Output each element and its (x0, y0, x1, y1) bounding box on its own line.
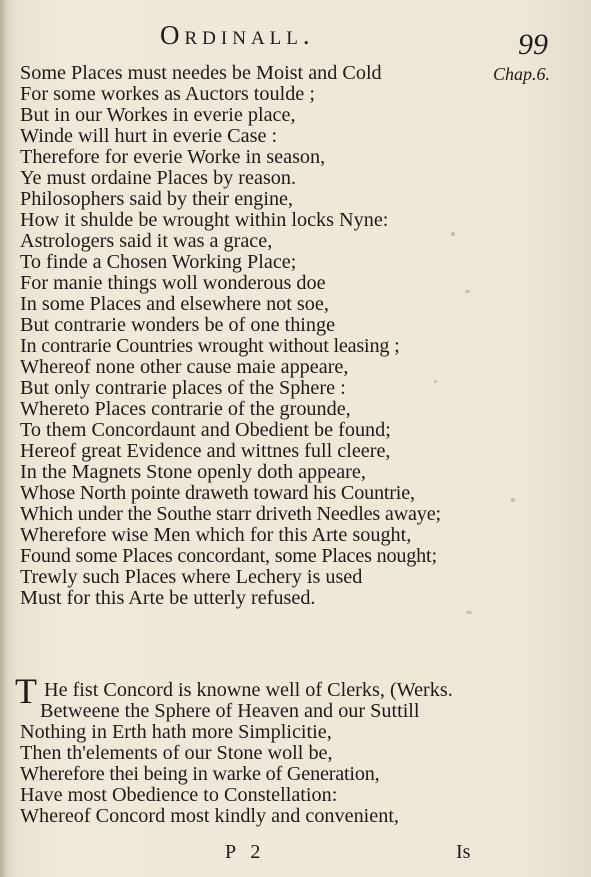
verse-line: Trewly such Places where Lechery is used (20, 566, 363, 588)
verse-line: Wherefore thei being in warke of Generation, (20, 763, 380, 785)
verse-line: For some workes as Auctors toulde ; (20, 83, 315, 105)
verse-line: Found some Places concordant, some Places nought; (20, 545, 437, 567)
verse-line: Astrologers said it was a grace, (20, 230, 273, 252)
verse-line: Winde will hurt in everie Case : (20, 125, 278, 147)
paper-speck (466, 611, 472, 614)
paper-speck (434, 380, 437, 383)
paper-speck (465, 290, 470, 293)
running-title: Ordinall. (160, 20, 315, 50)
verse-line: Whose North pointe draweth toward his Countrie, (20, 482, 415, 504)
catchword: Is (456, 841, 471, 863)
verse-line: Must for this Arte be utterly refused. (20, 587, 316, 609)
drop-cap: T (15, 671, 37, 711)
verse-line: Whereof none other cause maie appeare, (20, 356, 349, 378)
verse-line: Then th'elements of our Stone woll be, (20, 742, 333, 764)
verse-line: In contrarie Countries wrought without leasing ; (20, 335, 400, 357)
verse-line: Whereto Places contrarie of the grounde, (20, 398, 351, 420)
verse-line: Wherefore wise Men which for this Arte sought, (20, 524, 412, 546)
verse-line: For manie things woll wonderous doe (20, 272, 326, 294)
verse-line: In the Magnets Stone openly doth appeare, (20, 461, 366, 483)
signature-mark: P 2 (225, 841, 266, 863)
chapter-marginal-note: Chap.6. (493, 64, 551, 84)
verse-line: Betweene the Sphere of Heaven and our Suttill (40, 700, 420, 722)
verse-line: He fist Concord is knowne well of Clerks, (Werks. (44, 679, 453, 701)
verse-line: Therefore for everie Worke in season, (20, 146, 326, 168)
paper-speck (451, 232, 455, 236)
gutter-shadow (0, 0, 8, 877)
verse-line: But in our Workes in everie place, (20, 104, 296, 126)
verse-line: Philosophers said by their engine, (20, 188, 294, 210)
page-number: 99 (518, 28, 548, 61)
verse-line: Which under the Southe starr driveth Needles awaye; (20, 503, 441, 525)
paper-speck (511, 498, 515, 502)
verse-block-2 (20, 680, 453, 827)
verse-line: To them Concordaunt and Obedient be found; (20, 419, 391, 441)
verse-line: Some Places must needes be Moist and Cold (20, 62, 382, 84)
verse-line: But only contrarie places of the Sphere : (20, 377, 346, 399)
verse-line: Nothing in Erth hath more Simplicitie, (20, 721, 332, 743)
verse-line: To finde a Chosen Working Place; (20, 251, 297, 273)
verse-line: In some Places and elsewhere not soe, (20, 293, 329, 315)
verse-line: Whereof Concord most kindly and convenient, (20, 805, 399, 827)
verse-line: Ye must ordaine Places by reason. (20, 167, 297, 189)
verse-line: Have most Obedience to Constellation: (20, 784, 338, 806)
verse-line: But contrarie wonders be of one thinge (20, 314, 336, 336)
verse-block-1 (20, 63, 441, 609)
verse-line: How it shulde be wrought within locks Nyne: (20, 209, 389, 231)
verse-line: Hereof great Evidence and wittnes full cleere, (20, 440, 391, 462)
